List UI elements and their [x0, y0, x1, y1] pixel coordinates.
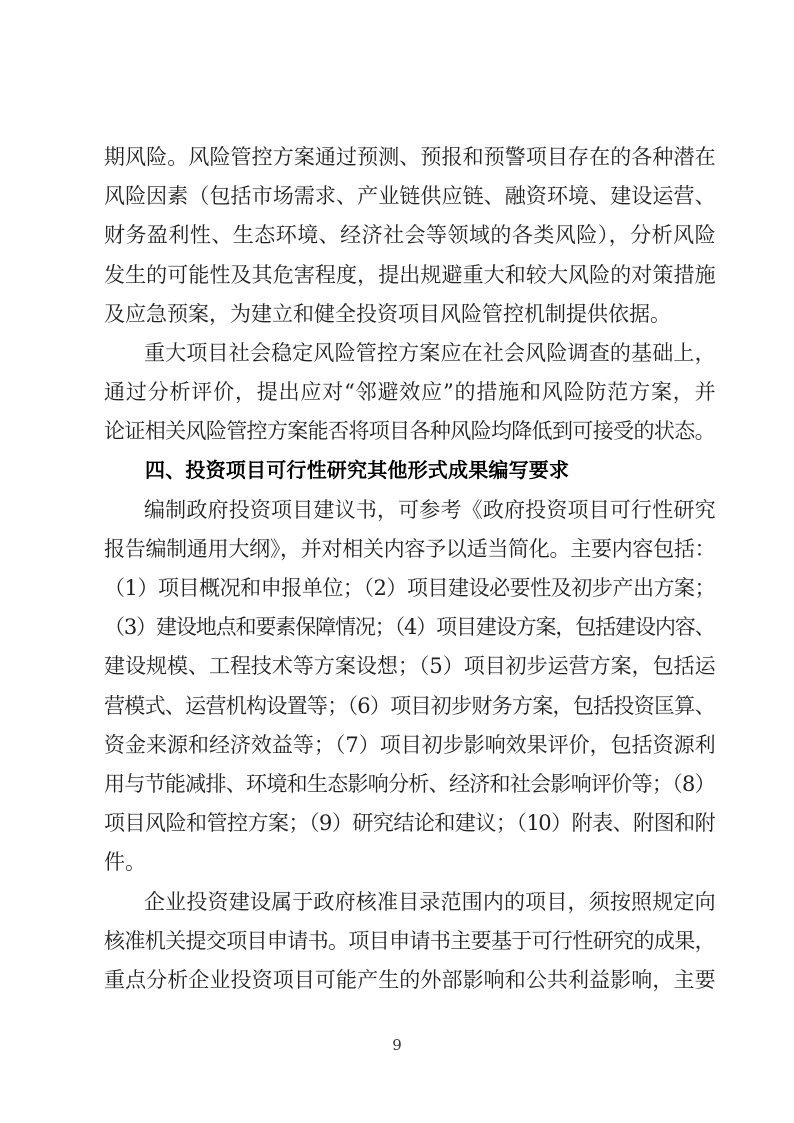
body-line: （3）建设地点和要素保障情况；（4）项目建设方案，包括建设内容、	[104, 615, 714, 640]
body-line: （1）项目概况和申报单位；（2）项目建设必要性及初步产出方案；	[104, 576, 714, 601]
page-number: 9	[392, 1036, 402, 1054]
body-line: 核准机关提交项目申请书。项目申请书主要基于可行性研究的成果，	[104, 928, 714, 953]
body-line: 件。	[104, 850, 146, 875]
page-body	[104, 138, 714, 1000]
body-line: 建设规模、工程技术等方案设想；（5）项目初步运营方案，包括运	[104, 654, 714, 679]
body-line: 重点分析企业投资项目可能产生的外部影响和公共利益影响，主要	[104, 967, 714, 992]
body-line: 项目风险和管控方案；（9）研究结论和建议；（10）附表、附图和附	[104, 811, 714, 836]
body-line: 报告编制通用大纲》，并对相关内容予以适当简化。主要内容包括：	[104, 536, 714, 561]
body-line: 资金来源和经济效益等；（7）项目初步影响效果评价，包括资源利	[104, 732, 714, 757]
body-line: 通过分析评价，提出应对“邻避效应”的措施和风险防范方案，并	[104, 380, 714, 405]
section-heading: 四、投资项目可行性研究其他形式成果编写要求	[145, 459, 570, 482]
body-line: 用与节能减排、环境和生态影响分析、经济和社会影响评价等；（8）	[104, 772, 714, 796]
body-line: 营模式、运营机构设置等；（6）项目初步财务方案，包括投资匡算、	[104, 693, 714, 718]
body-line: 重大项目社会稳定风险管控方案应在社会风险调查的基础上，	[144, 340, 714, 365]
body-line: 编制政府投资项目建议书，可参考《政府投资项目可行性研究	[144, 497, 714, 522]
body-line: 期风险。风险管控方案通过预测、预报和预警项目存在的各种潜在	[104, 145, 714, 169]
body-line: 财务盈利性、生态环境、经济社会等领域的各类风险），分析风险	[104, 223, 714, 248]
body-line: 及应急预案，为建立和健全投资项目风险管控机制提供依据。	[104, 301, 671, 326]
body-line: 论证相关风险管控方案能否将项目各种风险均降低到可接受的状态。	[104, 419, 714, 444]
body-line: 发生的可能性及其危害程度，提出规避重大和较大风险的对策措施	[104, 262, 714, 287]
body-line: 企业投资建设属于政府核准目录范围内的项目，须按照规定向	[144, 889, 714, 914]
body-line: 风险因素（包括市场需求、产业链供应链、融资环境、建设运营、	[104, 184, 714, 209]
